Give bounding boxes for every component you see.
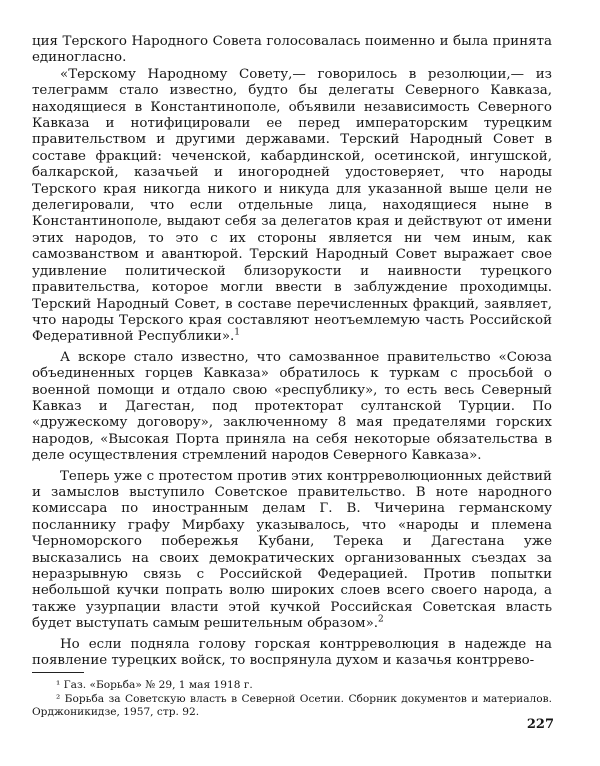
paragraph-soviet-protest: Теперь уже с протестом против этих контрреволюционных действий и замыслов выступило Советское правительство. В ноте народного комиссара по иностранным делам Г. В. Чичерина германскому посланнику графу Мирбаху указывалось, что «народы и племена Черноморского побережья Кубани, Терека и Дагестана уже высказались на своих демократических организованных съездах за неразрывную связь с Российской Федерацией. Против попытки небольшой кучки попрать волю широких слоев всего своего народа, а также узурпации власти этой кучкой Российская Советская власть будет выступать самым решительным образом».$^2$ [32, 468, 552, 632]
footnote-ref-1: 1 [234, 327, 241, 338]
main-text [32, 34, 552, 669]
footnotes [32, 672, 552, 720]
footnote-divider [32, 672, 84, 673]
footnote-2: ² Борьба за Советскую власть в Северной Осетии. Сборник документов и материалов. Орджоникидзе, 1957, стр. 92. [32, 692, 552, 718]
paragraph-continuation: ция Терского Народного Совета голосовалась поименно и была принята единогласно. [32, 34, 552, 66]
paragraph-cossack-counterrevolution: Но если подняла голову горская контрреволюция в надежде на появление турецких войск, то воспрянула духом и казачья контррево- [32, 636, 552, 669]
paragraph-resolution-quote: «Терскому Народному Совету,— говорилось в резолюции,— из телеграмм стало известно, будто бы делегаты Северного Кавказа, находящиеся в Константинополе, объявили независимость Северного Кавказа и нотифицировали ее перед императорским турецким правительством и другими державами. Терский Народный Совет в составе фракций: чеченской, кабардинской, осетинской, ингушской, балкарской, казачьей и иногородней удостоверяет, что народы Терского края никогда никого и никуда для указанной выше цели не делегировали, что если отдельные лица, находящиеся ныне в Константинополе, выдают себя за делегатов края и действуют от имени этих народов, то это с их стороны является ни чем иным, как самозванством и авантюрой. Терский Народный Совет выражает свое удивление политической близорукости и наивности турецкого правительства, которое могли ввести в заблуждение проходимцы. Терский Народный Совет, в составе перечисленных фракций, заявляет, что народы Терского края составляют неотъемлемую часть Российской Федеративной Республики».$^1$ [32, 66, 552, 345]
footnote-ref-2: 2 [378, 614, 384, 625]
footnote-1: ¹ Газ. «Борьба» № 29, 1 мая 1918 г. [56, 679, 253, 691]
paragraph-self-proclaimed-government: А вскоре стало известно, что самозванное правительство «Союза объединенных горцев Кавказа» обратилось к туркам с просьбой о военной помощи и отдало свою «республику», то есть весь Северный Кавказ и Дагестан, под протекторат султанской Турции. По «дружескому договору», заключенному 8 мая предателями горских народов, «Высокая Порта приняла на себя некоторые обязательства в деле осуществления стремлений народов Северного Кавказа». [32, 349, 552, 464]
page-number: 227 [526, 717, 554, 732]
